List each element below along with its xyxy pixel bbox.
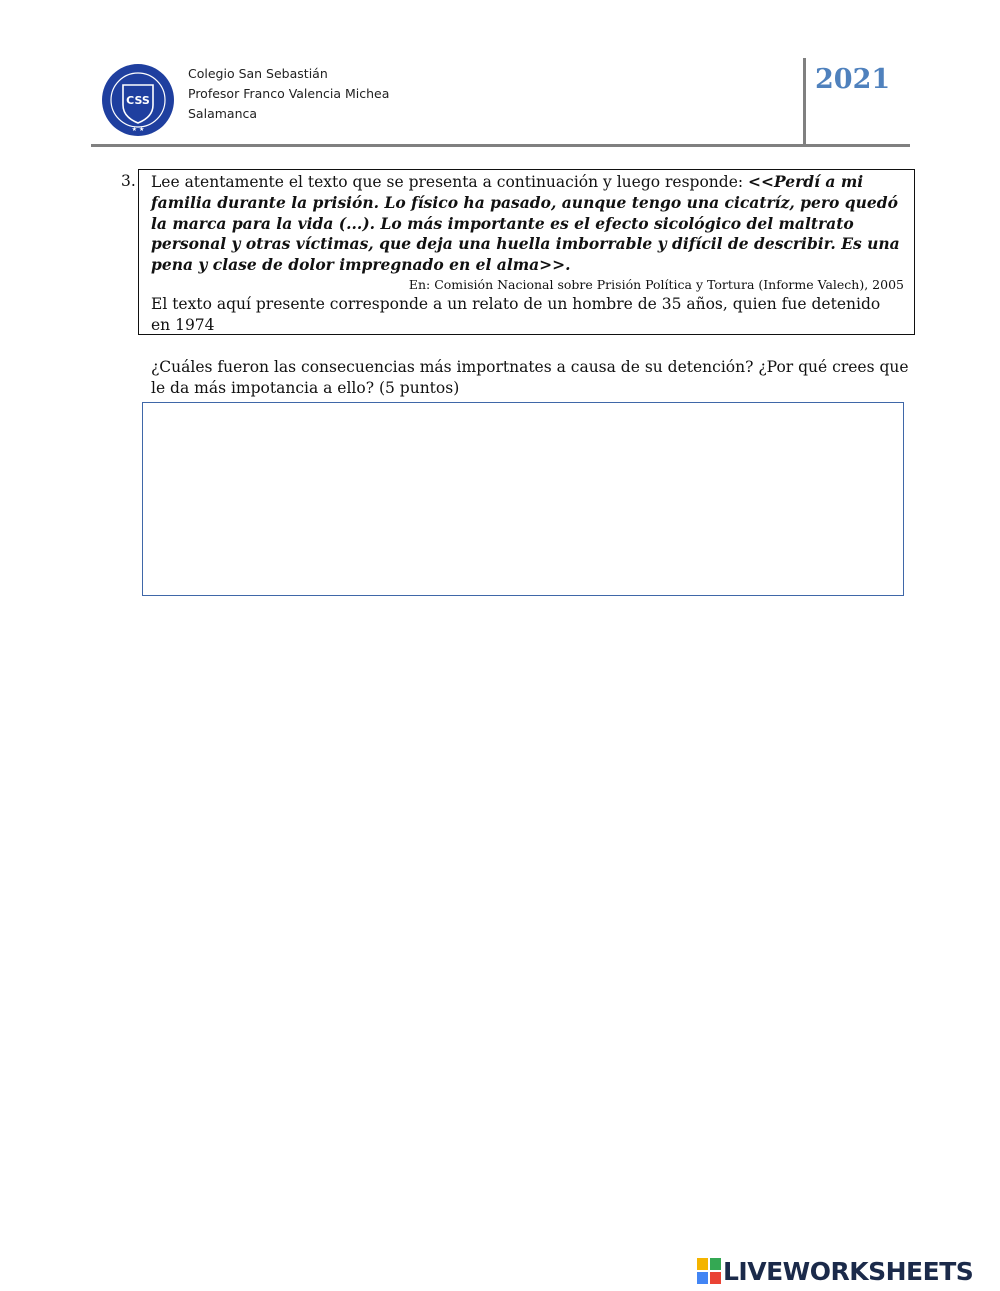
- liveworksheets-wordmark: LIVEWORKSHEETS: [723, 1256, 974, 1286]
- question-intro: Lee atentamente el texto que se presenta a continuación y luego responde:: [151, 173, 749, 191]
- answer-box[interactable]: [142, 402, 904, 596]
- question-prompt: ¿Cuáles fueron las consecuencias más importnates a causa de su detención? ¿Por qué crees que le da más impotancia a ello? (5 puntos): [151, 358, 909, 397]
- svg-text:CSS: CSS: [126, 94, 150, 107]
- question-box: [138, 169, 915, 335]
- header-vertical-rule: [803, 58, 806, 146]
- year-label: 2021: [815, 64, 891, 95]
- header-horizontal-rule: [91, 144, 910, 147]
- question-number: 3.: [121, 172, 136, 190]
- liveworksheets-brand: [697, 1256, 973, 1286]
- school-logo: [101, 63, 175, 137]
- svg-text:★ ★: ★ ★: [131, 126, 145, 133]
- testimony-quote: <<Perdí a mi familia durante la prisión. Lo físico ha pasado, aunque tengo una cicatríz, pero quedó la marca para la vida (...). Lo más importante es el efecto sicológico del maltrato personal y otras víctimas, que deja una huella imborrable y difícil de describir. Es una pena y clase de dolor impregnado en el alma>>.: [151, 172, 900, 275]
- school-name: Colegio San Sebastián: [188, 66, 328, 81]
- question-context: El texto aquí presente corresponde a un relato de un hombre de 35 años, quien fue detenido en 1974: [151, 294, 881, 334]
- school-info: [188, 64, 389, 124]
- teacher-name: Profesor Franco Valencia Michea: [188, 86, 390, 101]
- liveworksheets-logo-icon: [697, 1258, 721, 1284]
- question-text: [151, 172, 904, 276]
- quote-source: En: Comisión Nacional sobre Prisión Política y Tortura (Informe Valech), 2005: [408, 276, 904, 292]
- school-city: Salamanca: [188, 106, 258, 121]
